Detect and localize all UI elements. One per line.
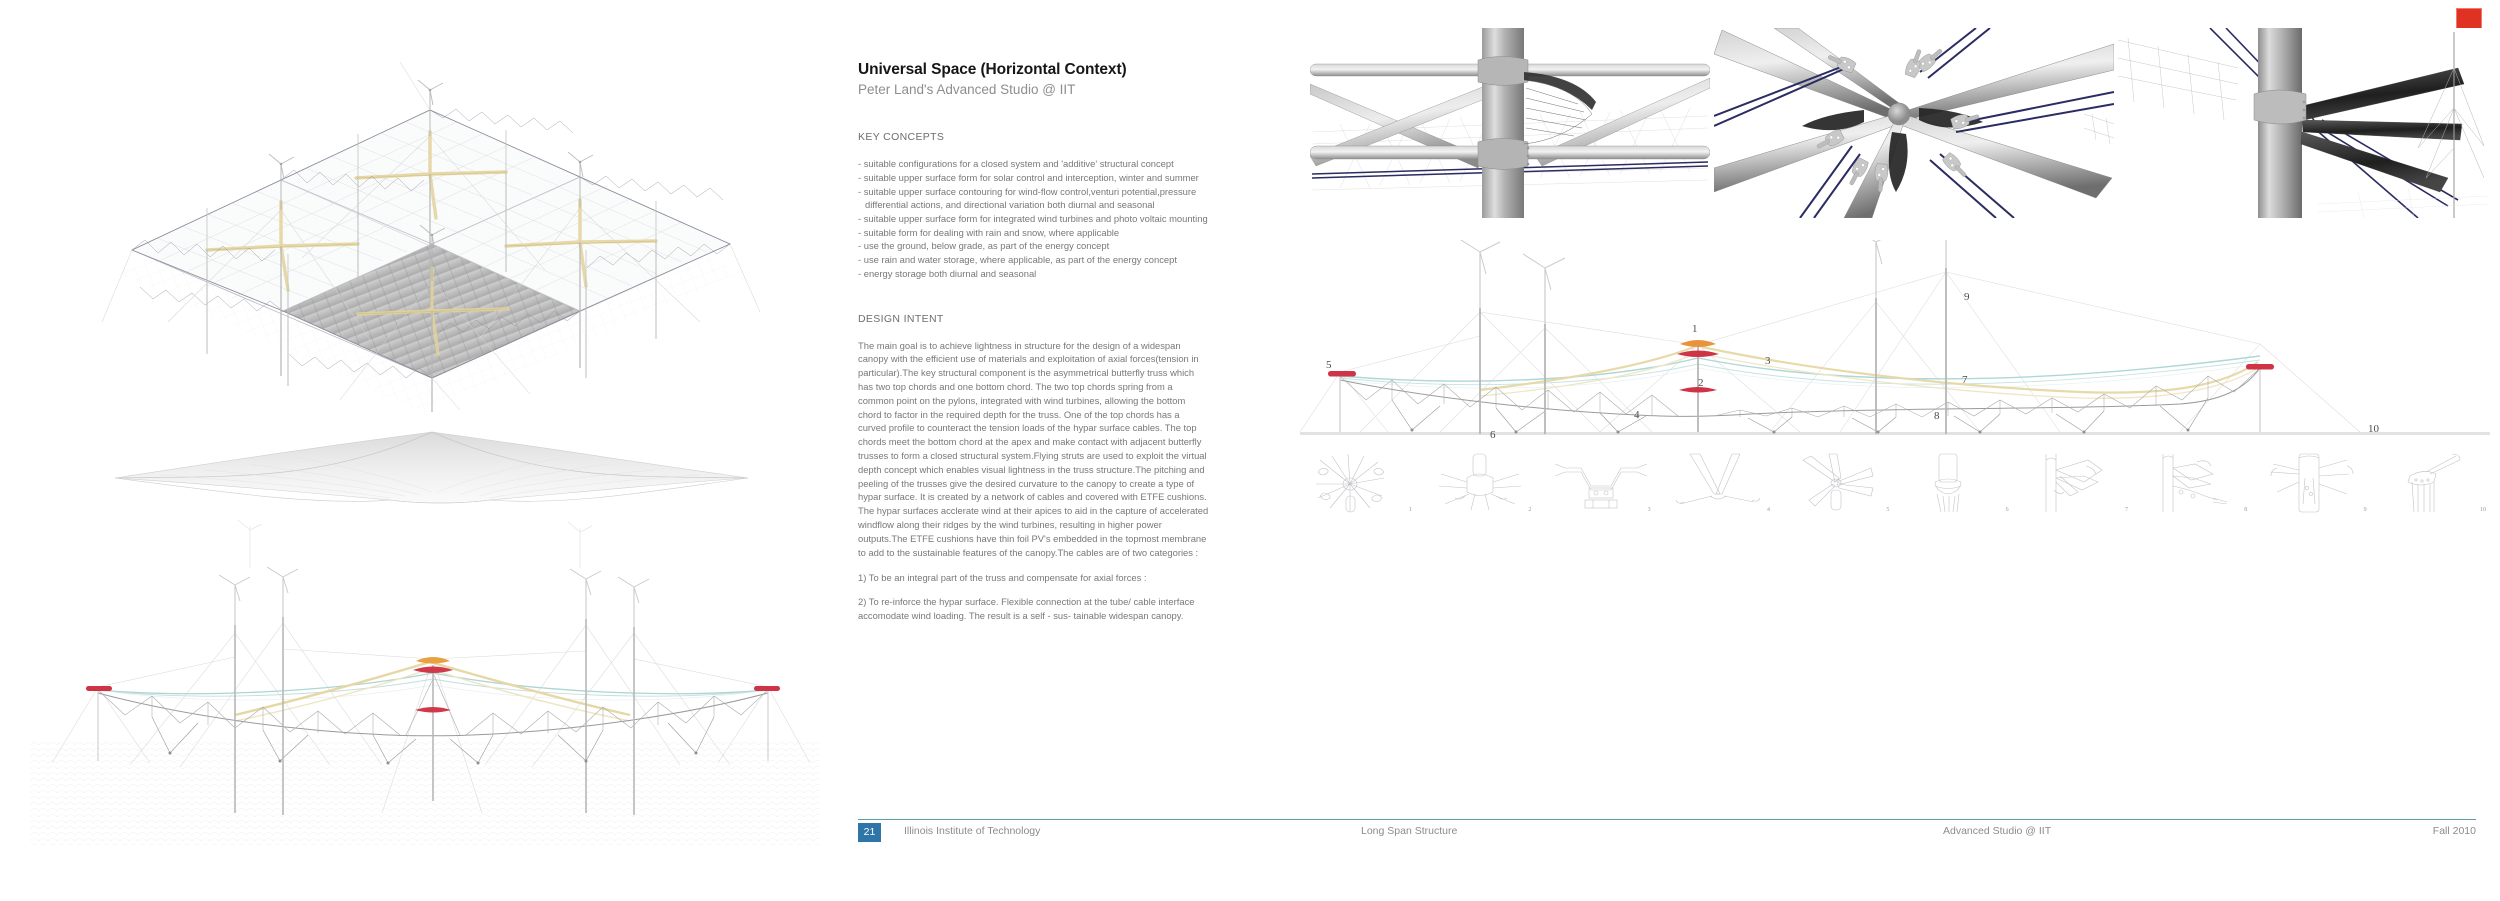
callout-5: 5 bbox=[1326, 359, 1332, 371]
footer-organization: Illinois Institute of Technology bbox=[904, 825, 1041, 837]
callout-1: 1 bbox=[1692, 323, 1698, 335]
callout-9: 9 bbox=[1964, 291, 1970, 303]
detail-number: 7 bbox=[2124, 507, 2128, 513]
cable-category-1: 1) To be an integral part of the truss and compensate for axial forces : bbox=[858, 571, 1147, 583]
pylon-base-render bbox=[2118, 28, 2488, 218]
key-concepts-list bbox=[858, 157, 1210, 281]
detail-mast-bracket bbox=[2024, 452, 2132, 514]
callout-4: 4 bbox=[1634, 409, 1640, 421]
design-intent-heading: DESIGN INTENT bbox=[858, 312, 944, 325]
footer bbox=[858, 819, 2476, 859]
detail-apex-cluster bbox=[1785, 452, 1893, 514]
cable-category-2: 2) To re-inforce the hypar surface. Flexible connection at the tube/ cable interface accomodate wind loading. The result is a self - sus- tainable widespan canopy. bbox=[858, 596, 1195, 622]
callout-7: 7 bbox=[1962, 374, 1968, 386]
detail-column-collar bbox=[1905, 452, 2013, 514]
callout-8: 8 bbox=[1934, 410, 1940, 422]
detail-mast-cable-pass bbox=[2263, 452, 2371, 514]
radial-node-render bbox=[1714, 28, 2114, 218]
structural-elevation-annotated bbox=[1300, 240, 2490, 450]
callout-3: 3 bbox=[1765, 355, 1771, 367]
detail-thumbnail-strip bbox=[1308, 452, 2490, 514]
mast-node-render bbox=[1310, 28, 1710, 218]
structural-elevation-left bbox=[30, 565, 820, 845]
render-row bbox=[1310, 28, 2488, 218]
callout-2: 2 bbox=[1698, 377, 1704, 389]
detail-number: 5 bbox=[1886, 507, 1890, 513]
detail-number: 9 bbox=[2363, 507, 2367, 513]
key-concept-item: - use the ground, below grade, as part of the energy concept bbox=[858, 240, 1110, 252]
footer-studio: Advanced Studio @ IIT bbox=[1943, 825, 2052, 837]
key-concept-item: - use rain and water storage, where applicable, as part of the energy concept bbox=[858, 254, 1177, 266]
detail-mast-head-node bbox=[1427, 452, 1535, 514]
footer-project: Long Span Structure bbox=[1361, 825, 1458, 837]
detail-number: 2 bbox=[1528, 507, 1532, 513]
design-intent-paragraph: The main goal is to achieve lightness in structure for the design of a widespan canopy with the efficient use of materials and exploitation of axial forces(tension in particular).The key structural component is the asymmetrical butterfly truss which has two top chords and one bottom chord. The two top chords spring from a common point on the pylons, integrated with wind turbines, allowing the bottom chord to factor in the required depth for the truss. One of the top chords has a curved profile to counteract the tension loads of the hypar surface cables. The top chords meet the bottom chord at the apex and make contact with adjacent butterfly trusses to form a closed structural system.Flying struts are used to exploit the virtual depth concept which enables visual lightness in the truss structure.The pitching and peeling of the trusses give the desired curvature to the canopy to create a type of hypar surface. It is created by a network of cables and covered with ETFE cushions. The hypar surfaces acclerate wind at their apices to aid in the capture of accelerated windflow along their ridges by the wind turbines, resulting in higher power outputs.The ETFE cushions have thin foil PV's embedded in the topmost membrane to add to the sustainable features of the canopy.The cables are of two categories : bbox=[858, 339, 1209, 558]
key-concept-item: - suitable form for dealing with rain and snow, where applicable bbox=[858, 226, 1120, 238]
detail-number: 1 bbox=[1409, 507, 1412, 513]
key-concepts-heading: KEY CONCEPTS bbox=[858, 130, 945, 143]
detail-saddle-connector bbox=[1547, 452, 1655, 514]
key-concept-item: - suitable upper surface form for solar control and interception, winter and summer bbox=[858, 171, 1199, 183]
page-title: Universal Space (Horizontal Context) bbox=[858, 61, 1127, 78]
text-column bbox=[858, 60, 1210, 623]
detail-number: 8 bbox=[2244, 507, 2248, 513]
hypar-surface-elevation bbox=[60, 420, 800, 570]
page-number-badge: 21 bbox=[858, 823, 881, 842]
detail-number: 6 bbox=[2005, 507, 2009, 513]
right-visuals-column bbox=[1290, 0, 2500, 855]
key-concept-item: - energy storage both diurnal and seasonal bbox=[858, 268, 1037, 280]
detail-v-chord-junction bbox=[1666, 452, 1774, 514]
detail-number: 4 bbox=[1766, 507, 1770, 513]
canopy-axonometric-view bbox=[40, 22, 800, 412]
key-concept-item: - suitable upper surface form for integrated wind turbines and photo voltaic mounting bbox=[858, 212, 1208, 224]
footer-divider bbox=[858, 819, 2476, 820]
callout-10: 10 bbox=[2368, 423, 2379, 435]
detail-number: 10 bbox=[2479, 507, 2486, 513]
callout-6: 6 bbox=[1490, 429, 1496, 441]
detail-number: 3 bbox=[1647, 507, 1651, 513]
key-concept-item: - suitable upper surface contouring for wind-flow control,venturi potential,pressure differential actions, and directional variation both diurnal and seasonal bbox=[858, 185, 1197, 210]
left-visuals-column bbox=[0, 0, 845, 855]
detail-cable-anchor bbox=[2143, 452, 2251, 514]
key-concept-item: - suitable configurations for a closed system and 'additive' structural concept bbox=[858, 157, 1174, 169]
footer-term: Fall 2010 bbox=[2432, 825, 2476, 837]
page-subtitle: Peter Land's Advanced Studio @ IIT bbox=[858, 82, 1076, 98]
detail-base-plate bbox=[2382, 452, 2490, 514]
detail-radial-node bbox=[1308, 452, 1416, 514]
